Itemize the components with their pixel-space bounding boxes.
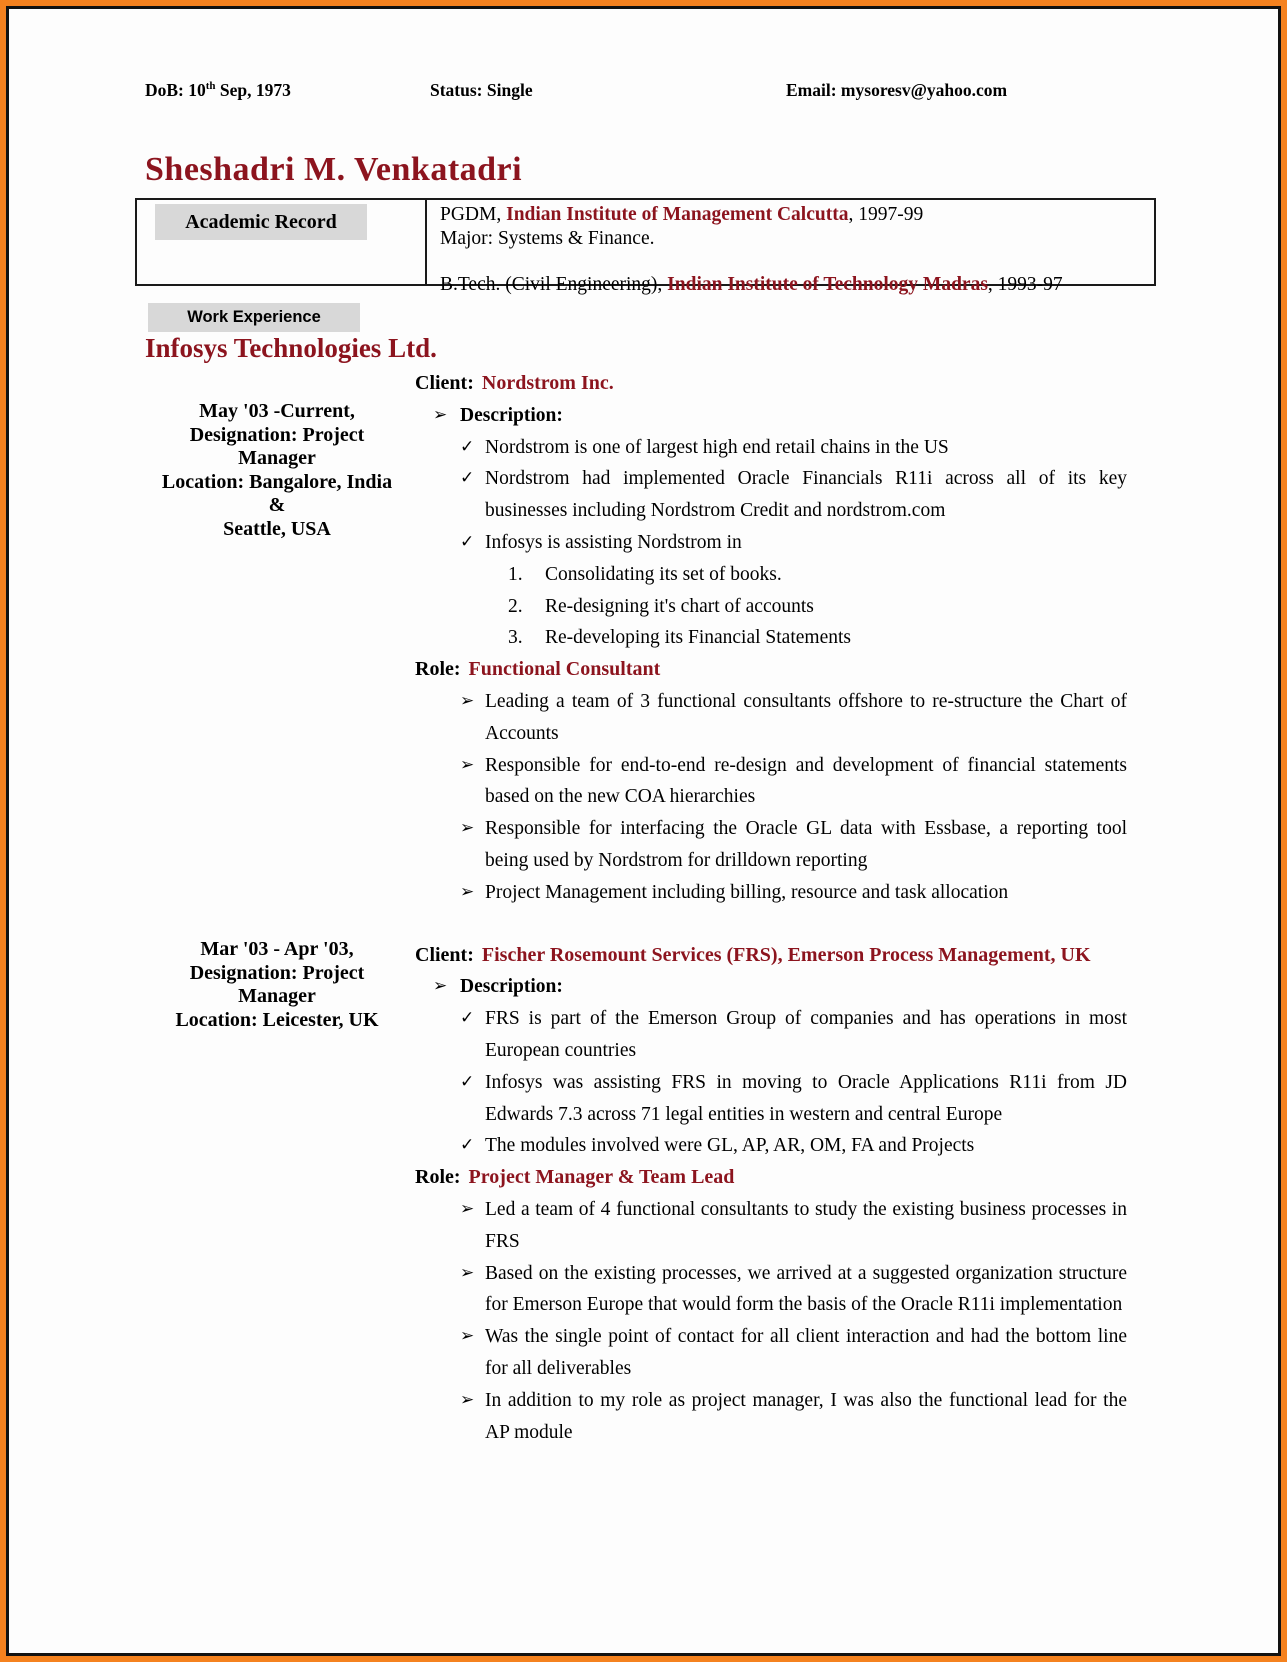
meta-location-2: Seattle, USA bbox=[223, 517, 331, 540]
check-item-text: The modules involved were GL, AP, AR, OM, FA and Projects bbox=[485, 1135, 975, 1157]
meta-designation-2: Manager bbox=[238, 985, 316, 1007]
meta-dates: Mar '03 - Apr '03, bbox=[200, 938, 354, 960]
role-point-text: Responsible for interfacing the Oracle GL data with Essbase, a reporting tool being used by Nordstrom for drilldown reporting bbox=[485, 818, 1127, 871]
work-entry-1 bbox=[415, 368, 1127, 909]
role-point-text: Was the single point of contact for all client interaction and had the bottom line for all deliverables bbox=[485, 1326, 1127, 1379]
role-point-text: Leading a team of 3 functional consultants offshore to re-structure the Chart of Accounts bbox=[485, 690, 1127, 744]
degree-text: PGDM, bbox=[440, 204, 507, 225]
role-point-text: Project Management including billing, resource and task allocation bbox=[485, 881, 1009, 903]
description-label: Description: bbox=[460, 404, 563, 426]
numbered-item-text: Re-designing it's chart of accounts bbox=[545, 595, 814, 617]
role-label: Role: bbox=[415, 658, 461, 681]
check-item bbox=[415, 1003, 1127, 1067]
client-name: Fischer Rosemount Services (FRS), Emerson Process Management, UK bbox=[481, 943, 1091, 966]
work-entry-2 bbox=[415, 940, 1127, 1449]
check-item bbox=[415, 527, 1127, 559]
check-item-text: Infosys is assisting Nordstrom in bbox=[485, 531, 742, 553]
meta-dates: May '03 -Current, bbox=[199, 400, 355, 422]
institute-name: Indian Institute of Technology Madras bbox=[667, 274, 988, 295]
arrow-bullet-icon: ➢ bbox=[460, 1326, 475, 1347]
academic-line-btech bbox=[440, 273, 1146, 297]
role-point-text: In addition to my role as project manager, I was also the functional lead for the AP module bbox=[485, 1389, 1127, 1443]
client-name: Nordstrom Inc. bbox=[481, 372, 614, 394]
role-point bbox=[415, 1258, 1127, 1322]
dob-superscript: th bbox=[205, 80, 216, 93]
role-point bbox=[415, 1385, 1127, 1449]
company-name: Infosys Technologies Ltd. bbox=[145, 333, 437, 363]
check-item bbox=[415, 432, 1127, 464]
experience-meta-1 bbox=[142, 400, 412, 541]
numbered-item-text: Re-developing its Financial Statements bbox=[545, 627, 851, 649]
academic-record-content bbox=[427, 200, 1154, 295]
dob-text: DoB: 10 bbox=[145, 80, 206, 100]
description-label: Description: bbox=[460, 976, 563, 998]
role-point bbox=[415, 750, 1127, 814]
institute-name: Indian Institute of Management Calcutta bbox=[506, 204, 849, 225]
arrow-bullet-icon: ➢ bbox=[460, 754, 475, 775]
academic-record-label-cell bbox=[137, 200, 427, 284]
meta-designation: Designation: Project bbox=[189, 423, 365, 446]
description-heading bbox=[415, 971, 1127, 1003]
spacer bbox=[440, 251, 1146, 273]
academic-record-label: Academic Record bbox=[155, 204, 367, 240]
role-point-text: Responsible for end-to-end re-design and development of financial statements based on the new COA hierarchies bbox=[485, 754, 1127, 808]
check-item bbox=[415, 463, 1127, 527]
person-name: Sheshadri M. Venkatadri bbox=[145, 151, 523, 188]
check-item-text: Nordstrom is one of largest high end retail chains in the US bbox=[485, 436, 949, 458]
academic-line-major: Major: Systems & Finance. bbox=[440, 228, 655, 249]
work-experience-label: Work Experience bbox=[148, 303, 360, 332]
arrow-bullet-icon: ➢ bbox=[460, 1262, 475, 1283]
years-text: , 1997-99 bbox=[848, 204, 924, 225]
check-icon: ✓ bbox=[460, 436, 475, 457]
arrow-bullet-icon: ➢ bbox=[460, 881, 475, 902]
role-point bbox=[415, 877, 1127, 909]
role-point-text: Led a team of 4 functional consultants to study the existing business processes in FRS bbox=[485, 1198, 1127, 1252]
check-item-text: FRS is part of the Emerson Group of companies and has operations in most European countries bbox=[485, 1008, 1127, 1061]
role-point bbox=[415, 1194, 1127, 1258]
arrow-bullet-icon: ➢ bbox=[460, 1389, 475, 1410]
meta-location: Location: Bangalore, India bbox=[161, 470, 393, 493]
check-icon: ✓ bbox=[460, 1135, 475, 1156]
role-value: Functional Consultant bbox=[468, 658, 661, 681]
check-icon: ✓ bbox=[460, 531, 475, 552]
role-value: Project Manager & Team Lead bbox=[468, 1166, 735, 1189]
experience-meta-2 bbox=[142, 938, 412, 1032]
number-label: 3. bbox=[508, 627, 523, 649]
numbered-item bbox=[415, 559, 1127, 591]
role-line bbox=[415, 654, 1127, 686]
check-item-text: Nordstrom had implemented Oracle Financials R11i across all of its key businesses including Nordstrom Credit and nordstrom.com bbox=[485, 468, 1127, 522]
degree-text: B.Tech. (Civil Engineering), bbox=[440, 274, 668, 295]
check-item bbox=[415, 1067, 1127, 1131]
header-dob bbox=[145, 80, 291, 101]
check-item-text: Infosys was assisting FRS in moving to Oracle Applications R11i from JD Edwards 7.3 across 71 legal entities in western and central Europe bbox=[485, 1071, 1127, 1125]
arrow-bullet-icon: ➢ bbox=[460, 690, 475, 711]
academic-line-pgdm bbox=[440, 203, 1146, 227]
experience-details-column bbox=[415, 368, 1127, 1448]
numbered-item-text: Consolidating its set of books. bbox=[545, 563, 782, 585]
resume-page bbox=[6, 6, 1281, 1656]
check-icon: ✓ bbox=[460, 1071, 475, 1092]
role-point bbox=[415, 1321, 1127, 1385]
role-label: Role: bbox=[415, 1166, 461, 1189]
arrow-bullet-icon: ➢ bbox=[433, 976, 448, 997]
meta-designation-2: Manager bbox=[238, 447, 316, 469]
header-email: Email: mysoresv@yahoo.com bbox=[786, 80, 1008, 100]
role-point-text: Based on the existing processes, we arrived at a suggested organization structure for Emerson Europe that would form the basis of the Oracle R11i implementation bbox=[485, 1262, 1127, 1316]
role-point bbox=[415, 813, 1127, 877]
arrow-bullet-icon: ➢ bbox=[433, 404, 448, 425]
numbered-item bbox=[415, 591, 1127, 623]
check-item bbox=[415, 1130, 1127, 1162]
arrow-bullet-icon: ➢ bbox=[460, 1198, 475, 1219]
client-line bbox=[415, 368, 1127, 400]
meta-ampersand: & bbox=[268, 494, 286, 516]
number-label: 1. bbox=[508, 563, 523, 585]
academic-record-table bbox=[135, 198, 1156, 295]
role-point bbox=[415, 686, 1127, 750]
arrow-bullet-icon: ➢ bbox=[460, 818, 475, 839]
meta-designation: Designation: Project bbox=[189, 961, 365, 984]
dob-text-rest: Sep, 1973 bbox=[215, 80, 291, 100]
client-label: Client: bbox=[415, 372, 474, 394]
numbered-item bbox=[415, 622, 1127, 654]
check-icon: ✓ bbox=[460, 1008, 475, 1029]
client-label: Client: bbox=[415, 943, 474, 966]
header-status: Status: Single bbox=[430, 80, 533, 100]
role-line bbox=[415, 1162, 1127, 1194]
number-label: 2. bbox=[508, 595, 523, 617]
years-text: , 1993-97 bbox=[987, 274, 1063, 295]
client-line bbox=[415, 940, 1127, 972]
meta-location: Location: Leicester, UK bbox=[175, 1008, 379, 1031]
check-icon: ✓ bbox=[460, 468, 475, 489]
description-heading bbox=[415, 400, 1127, 432]
